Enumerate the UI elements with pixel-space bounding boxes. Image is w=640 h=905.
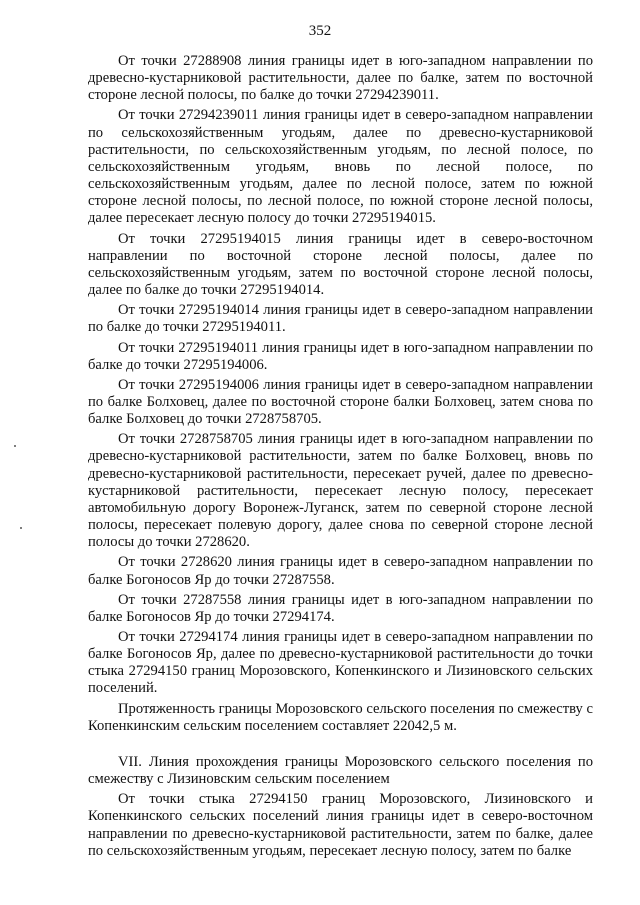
- paragraph-7: От точки 2728758705 линия границы идет в юго-западном направлении по древесно-кустарниковой растительности, затем по балке Болховец, вновь по древесно-кустарниковой растительности, пересекает ручей, далее по древесно-кустарниковой растительности, пересекает лесную полосу, пересекает автомобильную дорогу Воронеж-Луганск, затем по северной стороне лесной полосы, пересекает полевую дорогу, далее снова по северной стороне лесной полосы до точки 2728620.: [88, 431, 593, 551]
- section-paragraph: От точки стыка 27294150 границ Морозовского, Лизиновского и Копенкинского сельских поселений линия границы идет в северо-восточном направлении по древесно-кустарниковой растительности, затем по балке, далее по сельскохозяйственным угодьям, пересекает лесную полосу, затем по балке: [88, 791, 593, 859]
- paragraph-1: От точки 27288908 линия границы идет в юго-западном направлении по древесно-кустарниковой растительности, далее по балке, затем по восточной стороне лесной полосы, по балке до точки 27294239011.: [88, 53, 593, 104]
- paragraph-10: От точки 27294174 линия границы идет в северо-западном направлении по балке Богоносов Яр, далее по древесно-кустарниковой растительности до точки стыка 27294150 границ Морозовского, Копенкинского и Лизиновского сельских поселений.: [88, 629, 593, 697]
- paragraph-3: От точки 27295194015 линия границы идет в северо-восточном направлении по восточной стороне лесной полосы, далее по сельскохозяйственным угодьям, затем по восточной стороне лесной полосы, далее по балке до точки 27295194014.: [88, 230, 593, 299]
- paragraph-8: От точки 2728620 линия границы идет в северо-западном направлении по балке Богоносов Яр до точки 27287558.: [88, 554, 593, 588]
- paragraph-4: От точки 27295194014 линия границы идет в северо-западном направлении по балке до точки 27295194011.: [88, 302, 593, 336]
- paragraph-9: От точки 27287558 линия границы идет в юго-западном направлении по балке Богоносов Яр до точки 27294174.: [88, 591, 593, 625]
- page-number: 352: [308, 23, 332, 39]
- paragraph-5: От точки 27295194011 линия границы идет в юго-западном направлении по балке до точки 27295194006.: [88, 339, 593, 373]
- scan-speck: [20, 527, 22, 529]
- paragraph-2: От точки 27294239011 линия границы идет в северо-западном направлении по сельскохозяйственным угодьям, далее по древесно-кустарниковой растительности, по сельскохозяйственным угодьям, по лесной полосе, по сельскохозяйственным угодьям, вновь по лесной полосе, по сельскохозяйственным угодьям, далее по лесной полосе, затем по южной стороне лесной полосы, по лесной полосе, по южной стороне лесной полосы, далее пересекает лесную полосу до точки 27295194015.: [88, 107, 593, 227]
- scan-speck: [14, 445, 16, 447]
- section-heading: VII. Линия прохождения границы Морозовского сельского поселения по смежеству с Лизиновским сельским поселением: [88, 753, 593, 788]
- document-body: [88, 53, 593, 863]
- paragraph-11-length-summary: Протяженность границы Морозовского сельского поселения по смежеству с Копенкинским сельским поселением составляет 22042,5 м.: [88, 700, 593, 734]
- paragraph-6: От точки 27295194006 линия границы идет в северо-западном направлении по балке Болховец, далее по восточной стороне балки Болховец, затем снова по балке Болховец до точки 2728758705.: [88, 376, 593, 428]
